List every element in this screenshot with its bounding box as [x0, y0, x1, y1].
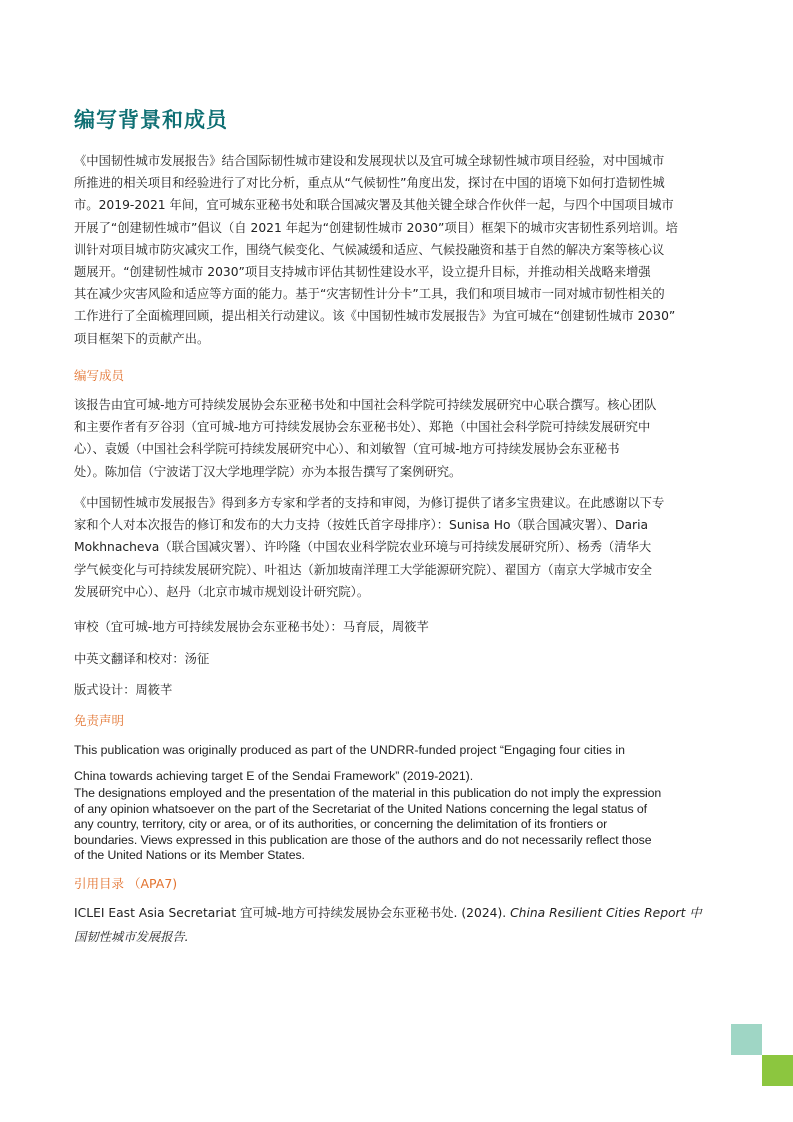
- disclaimer-line: boundaries. Views expressed in this publication are those of the authors and do not necessarily reflect those: [74, 832, 652, 847]
- authors-heading: 编写成员: [74, 368, 125, 383]
- intro-line: 项目框架下的贡献产出。: [74, 331, 210, 346]
- ack-line: 家和个人对本次报告的修订和发布的大力支持（按姓氏首字母排序）：Sunisa Ho（联合国减灾署）、Daria: [74, 518, 649, 533]
- citation-title: China Resilient Cities Report 中: [510, 906, 702, 920]
- authors-line: 该报告由宜可城-地方可持续发展协会东亚秘书处和中国社会科学院可持续发展研究中心联合撰写。核心团队: [74, 398, 657, 412]
- disclaimer-paragraph-1: [74, 737, 719, 789]
- disclaimer-heading: 免责声明: [74, 713, 125, 728]
- citation-heading: 引用目录 （APA7): [74, 876, 178, 891]
- intro-line: 开展了“创建韧性城市”倡议（自 2021 年起为“创建韧性城市 2030”项目）框架下的城市灾害韧性系列培训。培: [74, 220, 678, 235]
- ack-line: 学气候变化与可持续发展研究院）、叶祖达（新加坡南洋理工大学能源研究院）、翟国方（南京大学城市安全: [74, 562, 652, 577]
- disclaimer-line: any country, territory, city or area, or of its authorities, or concerning the delimitation of its frontiers or: [74, 817, 608, 831]
- disclaimer-line: China towards achieving target E of the Sendai Framework” (2019-2021).: [74, 769, 474, 783]
- intro-line: 其在减少灾害风险和适应等方面的能力。基于“灾害韧性计分卡”工具，我们和项目城市一同对城市韧性相关的: [74, 287, 665, 302]
- decor-square-teal: [731, 1024, 762, 1055]
- citation-title-cont: 国韧性城市发展报告.: [74, 930, 189, 944]
- ack-line: Mokhnacheva（联合国减灾署）、许吟隆（中国农业科学院农业环境与可持续发展研究所）、杨秀（清华大: [74, 540, 652, 555]
- review-credit: 审校（宜可城-地方可持续发展协会东亚秘书处）：马育辰，周筱芊: [74, 620, 429, 634]
- citation-plain: ICLEI East Asia Secretariat 宜可城-地方可持续发展协会东亚秘书处. (2024).: [74, 906, 511, 920]
- page-title: 编写背景和成员: [74, 108, 228, 132]
- ack-line: 《中国韧性城市发展报告》得到多方专家和学者的支持和审阅，为修订提供了诸多宝贵建议。在此感谢以下专: [74, 496, 665, 510]
- citation-line: [74, 901, 719, 925]
- disclaimer-line: This publication was originally produced as part of the UNDRR-funded project “Engaging four cities in: [74, 743, 625, 757]
- authors-line: 处）。陈加信（宁波诺丁汉大学地理学院）亦为本报告撰写了案例研究。: [74, 464, 462, 479]
- intro-line: 工作进行了全面梳理回顾，提出相关行动建议。该《中国韧性城市发展报告》为宜可城在“创建韧性城市 2030”: [74, 309, 676, 324]
- intro-line: 训针对项目城市防灾减灾工作，围绕气候变化、气候减缓和适应、气候投融资和基于自然的解决方案等核心议: [74, 242, 665, 257]
- disclaimer-paragraph-2: [74, 786, 719, 864]
- intro-line: 《中国韧性城市发展报告》结合国际韧性城市建设和发展现状以及宜可城全球韧性城市项目经验，对中国城市: [74, 154, 665, 168]
- disclaimer-line: of the United Nations or its Member States.: [74, 848, 305, 862]
- decor-square-green: [762, 1055, 793, 1086]
- authors-paragraph: [74, 394, 719, 483]
- authors-line: 心）、袁媛（中国社会科学院可持续发展研究中心）、和刘敏智（宜可城-地方可持续发展协会东亚秘书: [74, 442, 620, 457]
- translation-credit: 中英文翻译和校对：汤征: [74, 652, 210, 666]
- design-credit: 版式设计：周筱芊: [74, 683, 173, 697]
- intro-paragraph: [74, 150, 719, 350]
- disclaimer-line: of any opinion whatsoever on the part of the Secretariat of the United Nations concerning the legal status of: [74, 801, 647, 816]
- ack-line: 发展研究中心）、赵丹（北京市城市规划设计研究院）。: [74, 584, 370, 599]
- acknowledgements-paragraph: [74, 492, 719, 603]
- citation-paragraph: [74, 901, 719, 949]
- intro-line: 市。2019-2021 年间，宜可城东亚秘书处和联合国减灾署及其他关键全球合作伙伴一起，与四个中国项目城市: [74, 198, 674, 213]
- disclaimer-line: The designations employed and the presentation of the material in this publication do not imply the expression: [74, 786, 662, 800]
- intro-line: 所推进的相关项目和经验进行了对比分析，重点从“气候韧性”角度出发，探讨在中国的语境下如何打造韧性城: [74, 176, 665, 191]
- intro-line: 题展开。“创建韧性城市 2030”项目支持城市评估其韧性建设水平，设立提升目标，并推动相关战略来增强: [74, 265, 651, 280]
- authors-line: 和主要作者有歹谷羽（宜可城-地方可持续发展协会东亚秘书处）、郑艳（中国社会科学院可持续发展研究中: [74, 420, 651, 435]
